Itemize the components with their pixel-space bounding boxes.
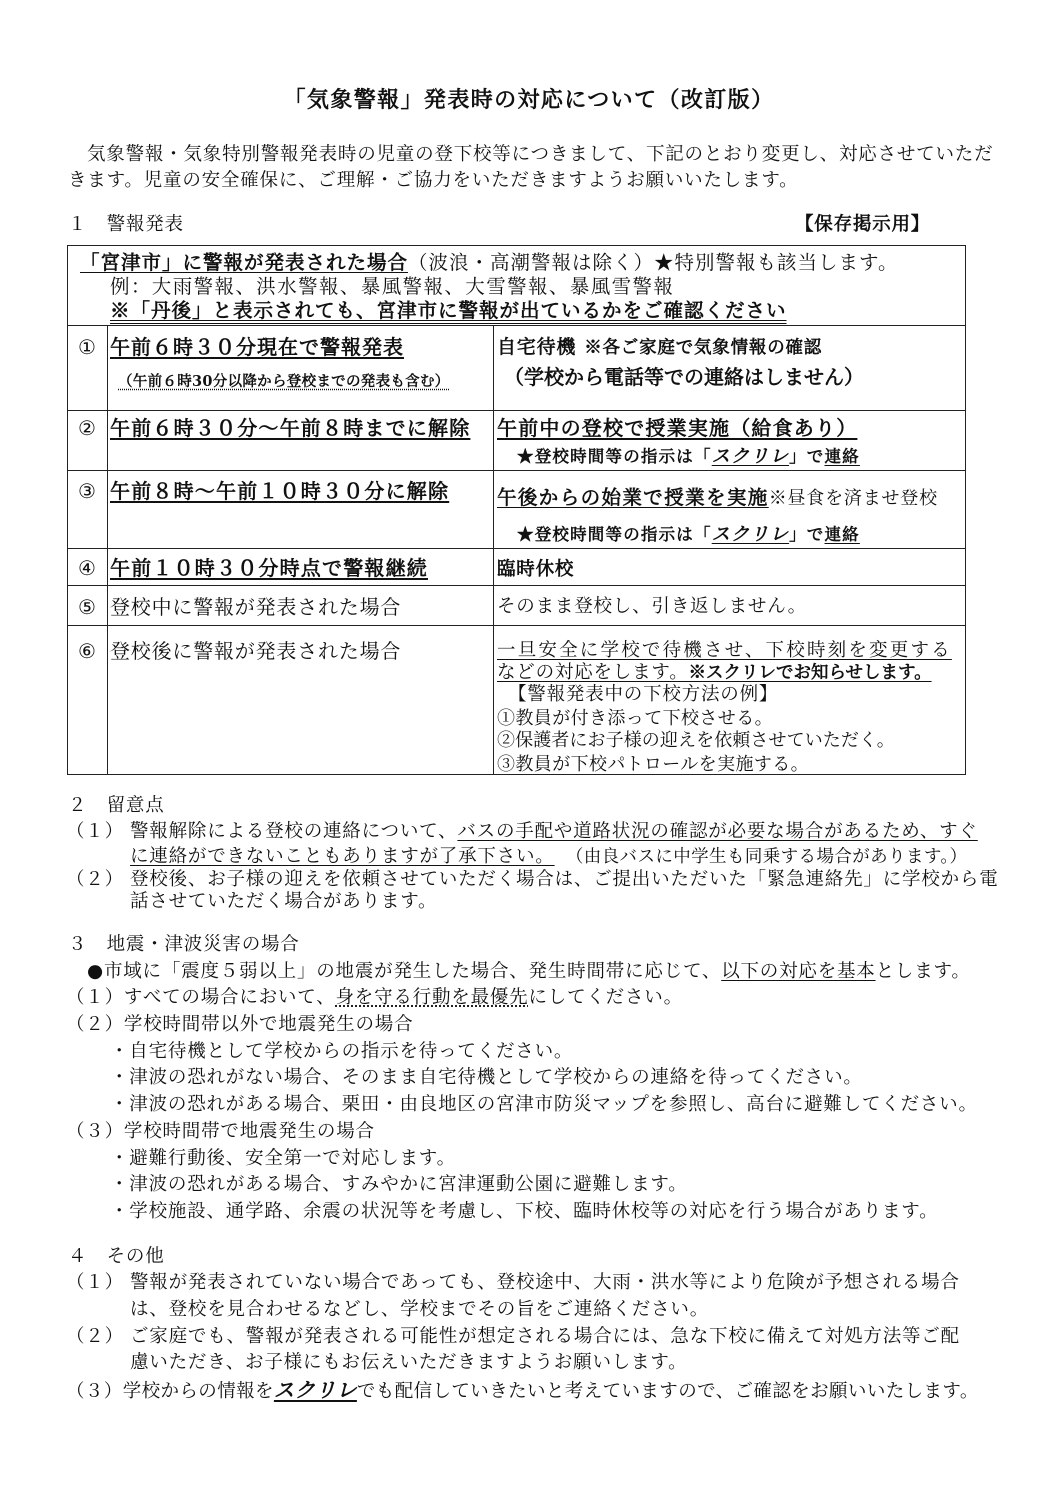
other-label: （１） [66, 1272, 124, 1293]
bullet-item: ・避難行動後、安全第一で対応します。 [110, 1148, 456, 1169]
earthquake-item-2: （２）学校時間帯以外で地震発生の場合 [66, 1014, 414, 1035]
note-1-line-2 [130, 847, 967, 867]
action-note: ※各ご家庭で気象情報の確認 [584, 338, 823, 358]
action-text: 自宅待機 [497, 336, 577, 358]
row-case: 午前８時～午前１０時３０分に解除 [110, 479, 450, 503]
posting-tag: 【保存掲示用】 [795, 214, 931, 235]
contact-text: 」で [789, 525, 825, 544]
table-column-rule [107, 325, 108, 774]
row-action-line-2 [497, 663, 932, 683]
row-number: ② [78, 416, 96, 440]
other-1-line-2: は、登校を見合わせるなどし、学校までその旨をご連絡ください。 [130, 1299, 710, 1320]
intro-line-1: 気象警報・気象特別警報発表時の児童の登下校等につきまして、下記のとおり変更し、対応させていただ [87, 144, 994, 165]
lead-text: とします。 [875, 961, 971, 982]
other-1-line-1: 警報が発表されていない場合であっても、登校途中、大雨・洪水等により危険が予想される場合 [130, 1272, 960, 1293]
note-aside: （由良バスに中学生も同乗する場合があります。） [574, 847, 968, 867]
row-action [497, 337, 822, 358]
bullet-item: ・学校施設、通学路、余震の状況等を考慮し、下校、臨時休校等の対応を行う場合があります。 [110, 1201, 939, 1222]
sukurire-app-name: スクリレ [711, 524, 790, 545]
note-2-line-2: 話させていただく場合があります。 [130, 891, 438, 912]
lead-text: ●市域に「震度５弱以上」の地震が発生した場合、発生時間帯に応じて、 [87, 961, 722, 982]
row-case: 登校中に警報が発表された場合 [110, 595, 402, 619]
example-item: ②保護者にお子様の迎えを依頼させていただく。 [497, 730, 895, 751]
condition-note: （波浪・高潮警報は除く）★特別警報も該当します。 [408, 251, 899, 274]
row-action-line-2: （学校から電話等での連絡はしません） [504, 365, 864, 389]
other-item-3 [66, 1380, 979, 1402]
row-action: 一旦安全に学校で待機させ、下校時刻を変更する [497, 640, 952, 661]
row-case: 午前１０時３０分時点で警報継続 [110, 556, 428, 580]
table-header-examples: 例：大雨警報、洪水警報、暴風警報、大雪警報、暴風雪警報 [110, 275, 675, 298]
table-rule [68, 470, 965, 471]
contact-text: 連絡 [824, 447, 860, 466]
earthquake-item-3: （３）学校時間帯で地震発生の場合 [66, 1121, 375, 1142]
table-rule [68, 325, 965, 326]
section-4-heading: ４ その他 [68, 1246, 165, 1267]
item-text: 身を守る行動を最優先 [335, 987, 529, 1008]
row-action: そのまま登校し、引き返しません。 [497, 596, 807, 617]
row-number: ⑥ [78, 639, 96, 663]
section-2-heading: ２ 留意点 [68, 795, 165, 816]
item-text: にしてください。 [528, 987, 683, 1008]
table-header-caution: ※「丹後」と表示されても、宮津市に警報が出ているかをご確認ください [110, 299, 787, 322]
note-1-line-1 [130, 822, 978, 842]
earthquake-item-1 [66, 988, 683, 1008]
row-contact [517, 447, 860, 467]
row-case: 午前６時３０分～午前８時までに解除 [110, 416, 471, 440]
table-rule [68, 625, 965, 626]
contact-text: ★登校時間等の指示は「 [517, 525, 712, 544]
other-2-line-1: ご家庭でも、警報が発表される可能性が想定される場合には、急な下校に備えて対処方法等ご配 [130, 1326, 960, 1347]
note-text: バスの手配や道路状況の確認が必要な場合があるため、すぐ [457, 821, 978, 842]
row-number: ③ [78, 479, 96, 503]
warning-response-table [67, 245, 966, 775]
item-text: でも配信していきたいと考えていますので、ご確認をお願いいたします。 [356, 1381, 979, 1402]
contact-text: 」で [789, 447, 825, 466]
table-header-condition [80, 253, 898, 273]
note-text: 警報解除による登校の連絡について、 [130, 821, 458, 842]
row-action [497, 488, 938, 509]
row-number: ① [78, 335, 96, 359]
contact-text: ★登校時間等の指示は「 [517, 447, 712, 466]
row-case: 午前６時３０分現在で警報発表 [110, 335, 404, 359]
action-note: ※スクリレでお知らせします。 [688, 663, 932, 683]
note-label: （２） [66, 869, 124, 890]
bullet-item: ・津波の恐れがある場合、すみやかに宮津運動公園に避難します。 [110, 1174, 688, 1195]
examples-title: 【警報発表中の下校方法の例】 [508, 684, 779, 705]
table-rule [68, 410, 965, 411]
bullet-item: ・津波の恐れがある場合、栗田・由良地区の宮津市防災マップを参照し、高台に避難してください。 [110, 1094, 978, 1115]
row-contact [517, 525, 860, 545]
section-1-heading: １ 警報発表 [68, 214, 184, 235]
note-2-line-1: 登校後、お子様の迎えを依頼させていただく場合は、ご提出いただいた「緊急連絡先」に学校から電 [130, 869, 999, 890]
action-note: ※昼食を済ませ登校 [768, 488, 938, 509]
bullet-item: ・自宅待機として学校からの指示を待ってください。 [110, 1041, 574, 1062]
lead-text: 以下の対応を基本 [721, 961, 876, 982]
table-rule [68, 548, 965, 549]
row-number: ⑤ [78, 595, 96, 619]
example-item: ①教員が付き添って下校させる。 [497, 708, 773, 729]
contact-text: 連絡 [824, 525, 860, 544]
other-label: （２） [66, 1326, 124, 1347]
section-3-heading: ３ 地震・津波災害の場合 [68, 934, 300, 955]
note-text: に連絡ができないこともありますが了承下さい。 [130, 846, 555, 867]
item-text: （３）学校からの情報を [66, 1381, 274, 1402]
row-case: 登校後に警報が発表された場合 [110, 639, 402, 663]
earthquake-lead [87, 962, 971, 982]
sukurire-app-name: スクリレ [273, 1378, 357, 1402]
document-title: 「気象警報」発表時の対応について（改訂版） [283, 87, 775, 113]
row-action: 午前中の登校で授業実施（給食あり） [497, 416, 858, 440]
table-column-rule [493, 325, 494, 774]
row-case-note: （午前６時30分以降から登校までの発表も含む） [118, 373, 450, 390]
row-action: 臨時休校 [497, 559, 575, 580]
action-text: などの対応をします。 [497, 662, 689, 683]
bullet-item: ・津波の恐れがない場合、そのまま自宅待機として学校からの連絡を待ってください。 [110, 1067, 863, 1088]
table-rule [68, 585, 965, 586]
item-text: （１）すべての場合において、 [66, 987, 336, 1008]
note-label: （１） [66, 821, 124, 842]
action-text: 午後からの始業で授業を実施 [497, 486, 769, 509]
row-number: ④ [78, 556, 96, 580]
condition-text: 「宮津市」に警報が発表された場合 [80, 251, 409, 274]
other-2-line-2: 慮いただき、お子様にもお伝えいただきますようお願いします。 [130, 1352, 688, 1373]
example-item: ③教員が下校パトロールを実施する。 [497, 754, 810, 775]
sukurire-app-name: スクリレ [711, 446, 790, 467]
intro-line-2: きます。児童の安全確保に、ご理解・ご協力をいただきますようお願いいたします。 [68, 170, 799, 191]
